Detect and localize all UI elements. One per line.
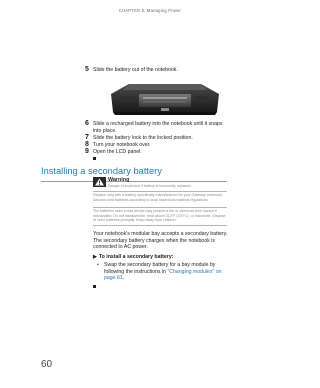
step-number: 7 <box>85 133 89 141</box>
step-text: Slide a recharged battery into the notebook until it snaps into place. <box>93 121 223 134</box>
step-number: 5 <box>85 65 89 73</box>
body-paragraph: Your notebook's modular bay accepts a secondary battery. The secondary battery charges when the notebook is connected to AC power. <box>93 231 228 251</box>
end-of-procedure-mark <box>93 157 96 160</box>
warning-subtitle: Danger of explosion if battery is incorrectly replaced. <box>108 184 192 188</box>
step-8 <box>85 140 243 149</box>
step-number: 9 <box>85 147 89 155</box>
step-text: Slide the battery lock to the locked position. <box>93 135 193 141</box>
battery-removal-illustration <box>109 82 221 117</box>
warning-title: Warning <box>108 177 130 183</box>
step-text: Slide the battery out of the notebook. <box>93 67 178 73</box>
step-text: Turn your notebook over. <box>93 142 151 148</box>
warning-icon <box>93 177 106 187</box>
bullet-icon: • <box>97 262 99 268</box>
warning-divider <box>93 225 227 226</box>
warning-paragraph: Replace only with a battery specifically manufactured for your Gateway notebook. Discard used batteries according to local hazardous material regulations. <box>93 193 223 202</box>
triangle-right-icon: ▶ <box>93 254 97 260</box>
step-5 <box>85 65 243 74</box>
step-9 <box>85 147 243 156</box>
section-heading: Installing a secondary battery <box>41 166 162 176</box>
chapter-header: CHAPTER 6: Managing Power <box>118 8 182 13</box>
section-rule <box>41 181 227 182</box>
procedure-bullet <box>97 262 232 282</box>
step-number: 8 <box>85 140 89 148</box>
step-6 <box>85 119 228 134</box>
warning-paragraph: The batteries used in this device may present a fire or chemical burn hazard if mishandled. Do not disassemble, heat above 212°F (100°C), or incinerate. Dispose of used batteries promptly. Keep away from children. <box>93 209 226 223</box>
warning-divider <box>93 207 227 208</box>
warning-divider <box>93 191 227 192</box>
page-number: 60 <box>41 359 53 370</box>
bullet-text-prefix: Swap the secondary battery for a bay module by following the instructions in <box>104 262 216 275</box>
procedure-title: To install a secondary battery: <box>98 254 174 260</box>
changing-modules-link[interactable]: "Changing modules" on page 61 <box>104 268 222 282</box>
bullet-text-suffix: . <box>122 275 125 282</box>
step-number: 6 <box>85 119 89 127</box>
bullet-text <box>104 262 232 282</box>
end-of-procedure-mark <box>93 285 96 288</box>
step-7 <box>85 133 243 142</box>
step-text: Open the LCD panel. <box>93 149 142 155</box>
procedure-heading <box>93 254 173 260</box>
